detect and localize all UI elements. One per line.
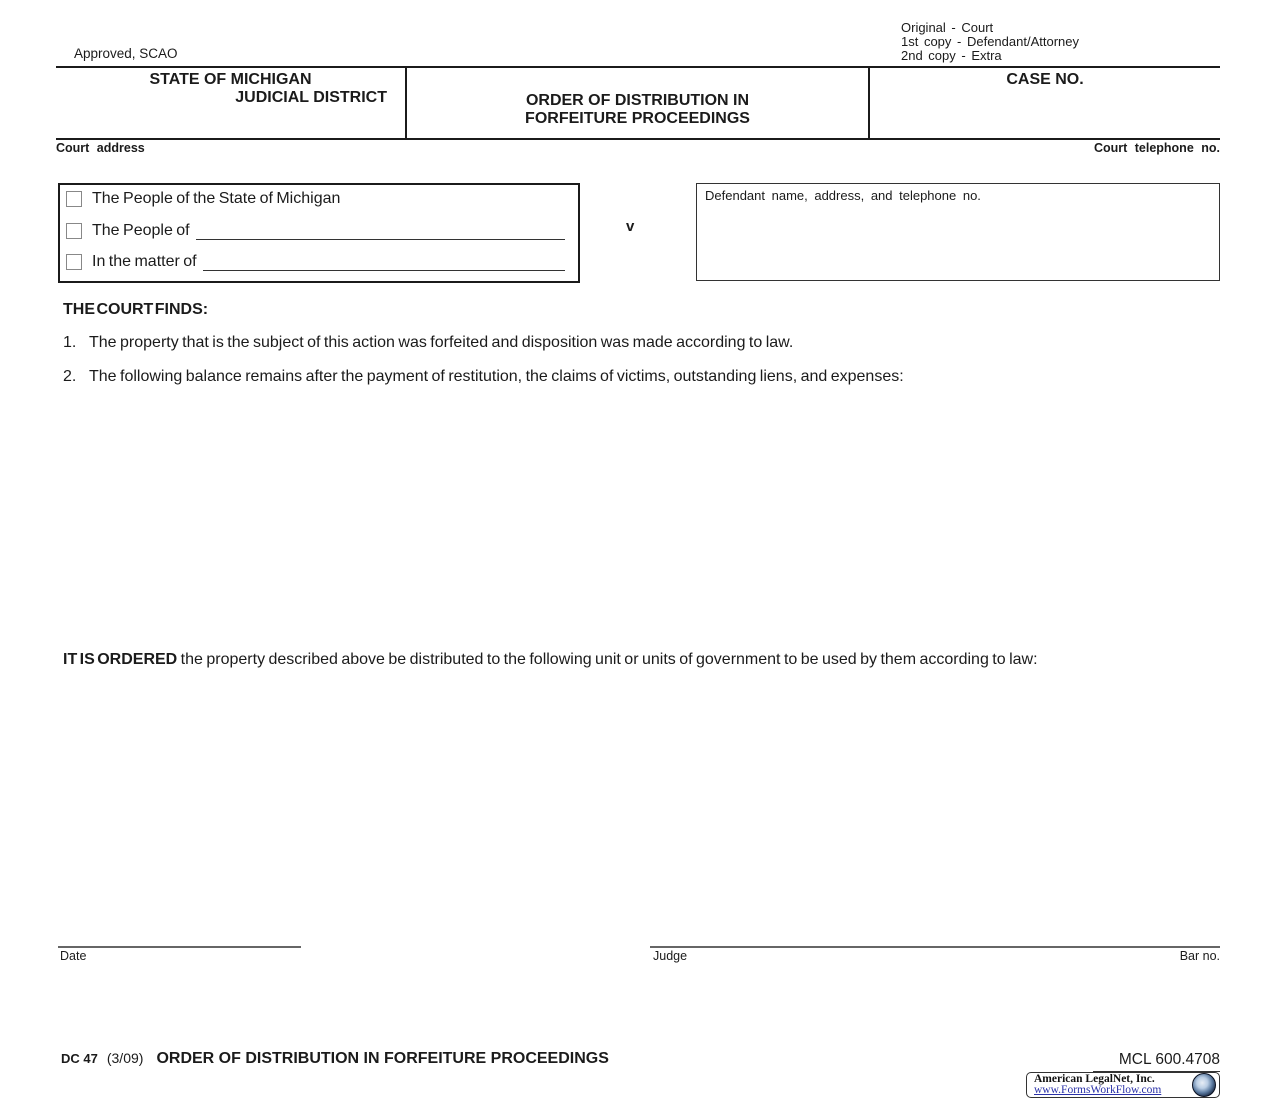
approved-scao-label: Approved, SCAO bbox=[74, 46, 178, 61]
order-paragraph bbox=[63, 651, 1188, 669]
order-lead: IT IS ORDERED bbox=[63, 651, 178, 668]
finding-2-number: 2. bbox=[63, 368, 77, 385]
plaintiff-caption-box bbox=[58, 183, 580, 283]
option-people-of-michigan bbox=[66, 190, 565, 208]
form-revision-label: (3/09) bbox=[106, 1050, 144, 1066]
bar-no-label: Bar no. bbox=[1179, 949, 1220, 963]
court-address-label: Court address bbox=[56, 141, 145, 155]
judge-label: Judge bbox=[653, 949, 688, 963]
balance-text-area[interactable] bbox=[63, 395, 1203, 640]
mcl-citation: MCL 600.4708 bbox=[1093, 1051, 1220, 1072]
case-no-label: CASE NO. bbox=[1006, 71, 1084, 88]
finding-item-1 bbox=[63, 334, 1203, 352]
court-contact-row bbox=[56, 141, 1220, 155]
judge-signature-line[interactable] bbox=[650, 946, 1220, 948]
date-signature-line[interactable] bbox=[58, 946, 301, 948]
copy-distribution-list bbox=[901, 21, 1079, 63]
form-code-label: DC 47 bbox=[61, 1051, 98, 1066]
court-cell[interactable] bbox=[56, 68, 407, 138]
legalnet-badge[interactable] bbox=[1026, 1072, 1220, 1098]
in-the-matter-of-label: In the matter of bbox=[92, 253, 197, 270]
form-title-line2: FORFEITURE PROCEEDINGS bbox=[525, 110, 750, 127]
finding-2-text: The following balance remains after the payment of restitution, the claims of victims, outstanding liens, and expenses: bbox=[89, 368, 904, 385]
legalnet-url-link[interactable]: www.FormsWorkFlow.com bbox=[1034, 1084, 1162, 1096]
people-of-label: The People of bbox=[92, 221, 190, 239]
copy-line-original: Original - Court bbox=[901, 20, 994, 35]
people-of-checkbox[interactable] bbox=[66, 223, 82, 239]
form-title-line1: ORDER OF DISTRIBUTION IN bbox=[525, 92, 750, 109]
distribution-text-area[interactable] bbox=[63, 695, 1203, 930]
people-of-michigan-label: The People of the State of Michigan bbox=[92, 190, 341, 207]
people-of-blank-line[interactable] bbox=[196, 225, 565, 240]
globe-icon bbox=[1192, 1073, 1216, 1097]
finding-item-2 bbox=[63, 368, 1203, 386]
option-people-of bbox=[66, 222, 565, 240]
option-in-the-matter-of bbox=[66, 253, 565, 271]
copy-line-second: 2nd copy - Extra bbox=[901, 48, 1002, 63]
legalnet-text bbox=[1034, 1074, 1192, 1096]
date-label: Date bbox=[60, 949, 87, 963]
court-telephone-label: Court telephone no. bbox=[1093, 141, 1220, 155]
court-finds-heading: THE COURT FINDS: bbox=[63, 301, 209, 318]
footer-form-title: ORDER OF DISTRIBUTION IN FORFEITURE PROCEEDINGS bbox=[156, 1050, 609, 1067]
judicial-district-label: JUDICIAL DISTRICT bbox=[235, 89, 387, 106]
defendant-info-label: Defendant name, address, and telephone no. bbox=[705, 188, 981, 203]
in-the-matter-of-checkbox[interactable] bbox=[66, 254, 82, 270]
legalnet-name: American LegalNet, Inc. bbox=[1034, 1073, 1155, 1085]
people-of-michigan-checkbox[interactable] bbox=[66, 191, 82, 207]
finding-1-number: 1. bbox=[63, 334, 77, 351]
case-no-field[interactable] bbox=[870, 68, 1220, 138]
footer-form-id-row bbox=[61, 1050, 609, 1068]
state-label: STATE OF MICHIGAN bbox=[149, 71, 312, 88]
finding-1-text: The property that is the subject of this action was forfeited and disposition was made according to law. bbox=[89, 334, 794, 351]
in-the-matter-of-blank-line[interactable] bbox=[203, 256, 565, 271]
copy-line-first: 1st copy - Defendant/Attorney bbox=[901, 34, 1079, 49]
versus-label: v bbox=[626, 218, 635, 235]
form-header-table bbox=[56, 66, 1220, 140]
defendant-info-field[interactable] bbox=[696, 183, 1220, 281]
form-title-cell bbox=[407, 68, 870, 138]
order-text: the property described above be distributed to the following unit or units of government to be used by them according to law: bbox=[177, 651, 1038, 668]
